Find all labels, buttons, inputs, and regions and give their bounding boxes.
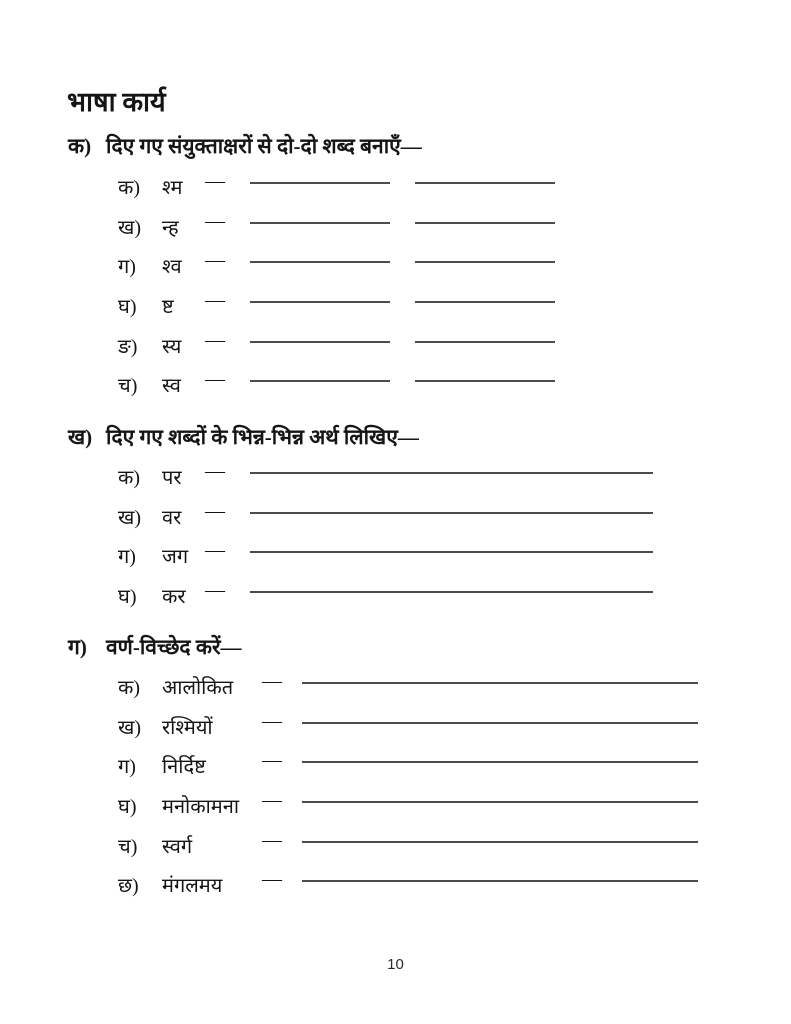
item-label: ङ) [118,336,138,358]
answer-blank-line [302,841,698,843]
page-number: 10 [387,956,404,973]
item-word: वर [162,507,182,529]
answer-blank-line [302,761,698,763]
answer-blank-line [415,222,555,224]
item-label: च) [118,836,138,858]
exercise-row [68,368,748,401]
exercise-row [68,670,748,703]
answer-blank-line [302,801,698,803]
section-heading-a [68,132,422,160]
section-title: दिए गए संयुक्ताक्षरों से दो-दो शब्द बनाएँ— [106,134,422,158]
item-dash: — [262,829,282,851]
item-dash: — [205,170,225,192]
exercise-row [68,539,748,572]
answer-blank-line [250,222,390,224]
item-dash: — [205,579,225,601]
exercise-row [68,289,748,322]
exercise-row [68,500,748,533]
item-word: जग [162,546,189,568]
section-heading-b [68,423,419,451]
item-label: ग) [118,256,136,278]
item-label: ग) [118,756,136,778]
answer-blank-line [250,551,653,553]
answer-blank-line [250,341,390,343]
item-dash: — [262,710,282,732]
section-title: दिए गए शब्दों के भिन्न-भिन्न अर्थ लिखिए— [106,425,419,449]
answer-blank-line [415,301,555,303]
item-word: आलोकित [162,677,234,699]
item-label: छ) [118,875,139,897]
item-word: रश्मियों [162,717,213,739]
item-word: श्व [162,256,182,278]
section-label: ख) [68,425,93,449]
answer-blank-line [302,682,698,684]
answer-blank-line [250,182,390,184]
item-label: ख) [118,507,142,529]
exercise-row [68,829,748,862]
item-label: क) [118,677,141,699]
item-dash: — [262,868,282,890]
answer-blank-line [302,880,698,882]
section-title: वर्ण-विच्छेद करें— [106,635,242,659]
exercise-row [68,868,748,901]
section-label: क) [68,134,92,158]
item-word: स्व [162,375,181,397]
answer-blank-line [250,261,390,263]
page-title: भाषा कार्य [67,87,166,117]
exercise-row [68,329,748,362]
answer-blank-line [415,261,555,263]
item-label: क) [118,177,141,199]
section-heading-c [68,633,242,661]
item-word: निर्दिष्ट [162,756,206,778]
answer-blank-line [250,301,390,303]
item-word: मनोकामना [162,796,240,818]
exercise-row [68,170,748,203]
item-label: ख) [118,217,142,239]
exercise-row [68,210,748,243]
item-dash: — [205,539,225,561]
exercise-row [68,789,748,822]
exercise-row [68,710,748,743]
item-word: ष्ट [162,296,174,318]
item-word: मंगलमय [162,875,223,897]
answer-blank-line [250,591,653,593]
answer-blank-line [250,512,653,514]
item-word: श्म [162,177,183,199]
answer-blank-line [250,472,653,474]
item-label: च) [118,375,138,397]
item-dash: — [205,329,225,351]
item-word: स्य [162,336,182,358]
item-word: न्ह [162,217,179,239]
answer-blank-line [415,380,555,382]
item-label: ग) [118,546,136,568]
item-dash: — [205,368,225,390]
item-dash: — [262,670,282,692]
item-label: घ) [118,296,137,318]
item-dash: — [205,460,225,482]
item-label: घ) [118,796,137,818]
item-label: घ) [118,586,137,608]
item-dash: — [205,500,225,522]
item-word: कर [162,586,186,608]
item-word: स्वर्ग [162,836,193,858]
item-dash: — [205,210,225,232]
answer-blank-line [415,182,555,184]
exercise-row [68,579,748,612]
answer-blank-line [415,341,555,343]
item-label: ख) [118,717,142,739]
item-dash: — [205,249,225,271]
exercise-row [68,749,748,782]
item-dash: — [262,789,282,811]
item-dash: — [205,289,225,311]
section-label: ग) [68,635,87,659]
item-word: पर [162,467,182,489]
answer-blank-line [302,722,698,724]
exercise-row [68,249,748,282]
answer-blank-line [250,380,390,382]
item-dash: — [262,749,282,771]
exercise-row [68,460,748,493]
item-label: क) [118,467,141,489]
